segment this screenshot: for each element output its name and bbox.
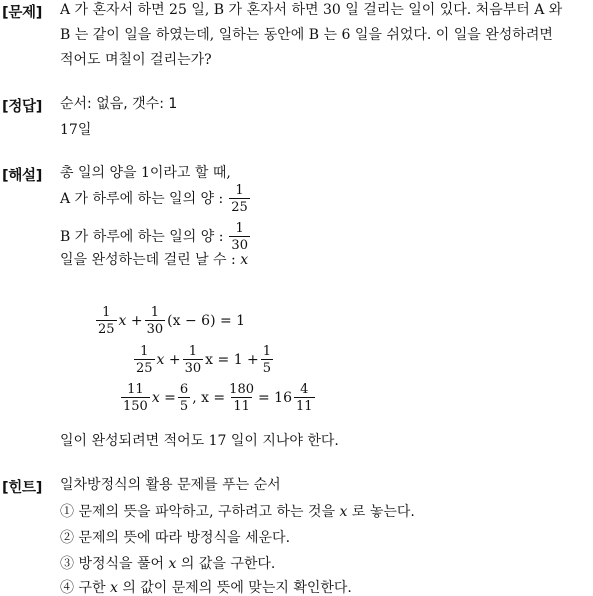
fraction-denominator: 30 [146, 322, 164, 337]
equation-3 [120, 383, 316, 413]
fraction-numerator: 6 [179, 382, 189, 397]
fraction-1-over-5 [261, 345, 273, 375]
answer-meta: 순서: 없음, 갯수: 1 [60, 96, 178, 112]
hint-tag: [힌트] [2, 480, 43, 496]
fraction-numerator: 1 [262, 344, 272, 359]
equation-3-equals: = 16 [258, 390, 292, 406]
variable-x: x [339, 504, 348, 520]
explanation-days-label: 일을 완성하는데 걸린 날 수 : [60, 252, 236, 268]
fraction-180-over-11 [227, 383, 256, 413]
problem-line-2: B 는 같이 일을 하였는데, 일하는 동안에 B 는 6 일을 쉬었다. 이 일을 완성하려면 [60, 27, 553, 43]
hint-step-4-b: 의 값이 문제의 뜻에 맞는지 확인한다. [122, 580, 352, 596]
fraction-1-over-30 [229, 222, 250, 252]
equation-3-comma: , x = [192, 390, 226, 406]
fraction-6-over-5 [178, 383, 190, 413]
answer-tag: [정답] [2, 99, 43, 115]
fraction-4-over-11 [294, 383, 315, 413]
fraction-denominator: 25 [98, 322, 115, 337]
hint-step-2: ② 문제의 뜻에 따라 방정식을 세운다. [60, 530, 291, 546]
hint-step-4-a: ④ 구한 [60, 580, 106, 596]
hint-step-4 [60, 579, 352, 596]
fraction-denominator: 150 [123, 399, 148, 414]
fraction-numerator: 1 [102, 305, 111, 320]
equation-1-middle: x + [118, 313, 143, 329]
explanation-line-3 [60, 222, 251, 252]
hint-step-1-a: ① 문제의 뜻을 파악하고, 구하려고 하는 것을 [60, 504, 336, 520]
fraction-denominator: 11 [296, 399, 313, 414]
fraction-numerator: 1 [235, 183, 244, 198]
fraction-numerator: 11 [127, 382, 144, 397]
variable-x: x [109, 580, 118, 596]
hint-title: 일차방정식의 활용 문제를 푸는 순서 [60, 477, 281, 493]
fraction-numerator: 1 [140, 344, 149, 359]
equation-1-end: (x − 6) = 1 [167, 313, 246, 329]
hint-step-1 [60, 503, 415, 521]
fraction-1-over-30 [183, 345, 204, 375]
equation-2-end: x = 1 + [205, 352, 259, 368]
equation-2 [133, 345, 274, 375]
fraction-denominator: 30 [184, 361, 202, 376]
fraction-numerator: 1 [188, 344, 198, 359]
explanation-line-4 [60, 251, 248, 269]
explanation-a-rate-label: A 가 하루에 하는 일의 양 : [60, 191, 224, 207]
equation-2-middle: x + [156, 352, 181, 368]
hint-step-1-b: 로 놓는다. [351, 504, 415, 520]
fraction-numerator: 1 [235, 221, 244, 236]
problem-tag: [문제] [2, 5, 43, 21]
hint-step-3-a: ③ 방정식을 풀어 [60, 556, 165, 572]
problem-line-3: 적어도 며칠이 걸리는가? [60, 52, 212, 68]
fraction-denominator: 5 [262, 361, 272, 376]
fraction-denominator: 25 [231, 200, 248, 215]
explanation-line-2 [60, 184, 251, 214]
fraction-denominator: 5 [179, 399, 189, 414]
fraction-1-over-25 [96, 306, 117, 336]
fraction-denominator: 25 [136, 361, 153, 376]
equation-3-x: x = [151, 390, 176, 406]
fraction-1-over-25 [229, 184, 250, 214]
answer-value: 17일 [60, 122, 92, 138]
fraction-denominator: 11 [233, 399, 250, 414]
problem-line-1: A 가 혼자서 하면 25 일, B 가 혼자서 하면 30 일 걸리는 일이 있다. 처음부터 A 와 [60, 2, 563, 18]
explanation-conclusion: 일이 완성되려면 적어도 17 일이 지나야 한다. [60, 433, 339, 449]
hint-step-3-b: 의 값을 구한다. [180, 556, 276, 572]
fraction-1-over-25 [134, 345, 155, 375]
variable-x: x [240, 252, 249, 268]
fraction-1-over-30 [145, 306, 166, 336]
hint-step-3 [60, 555, 275, 573]
explanation-b-rate-label: B 가 하루에 하는 일의 양 : [60, 229, 224, 245]
fraction-denominator: 30 [231, 238, 248, 253]
fraction-11-over-150 [121, 383, 150, 413]
fraction-numerator: 1 [150, 305, 160, 320]
explanation-tag: [해설] [2, 168, 43, 184]
fraction-numerator: 4 [300, 382, 309, 397]
explanation-line-1: 총 일의 양을 1이라고 할 때, [60, 165, 231, 181]
fraction-numerator: 180 [229, 382, 254, 397]
variable-x: x [168, 556, 177, 572]
equation-1 [95, 306, 246, 336]
